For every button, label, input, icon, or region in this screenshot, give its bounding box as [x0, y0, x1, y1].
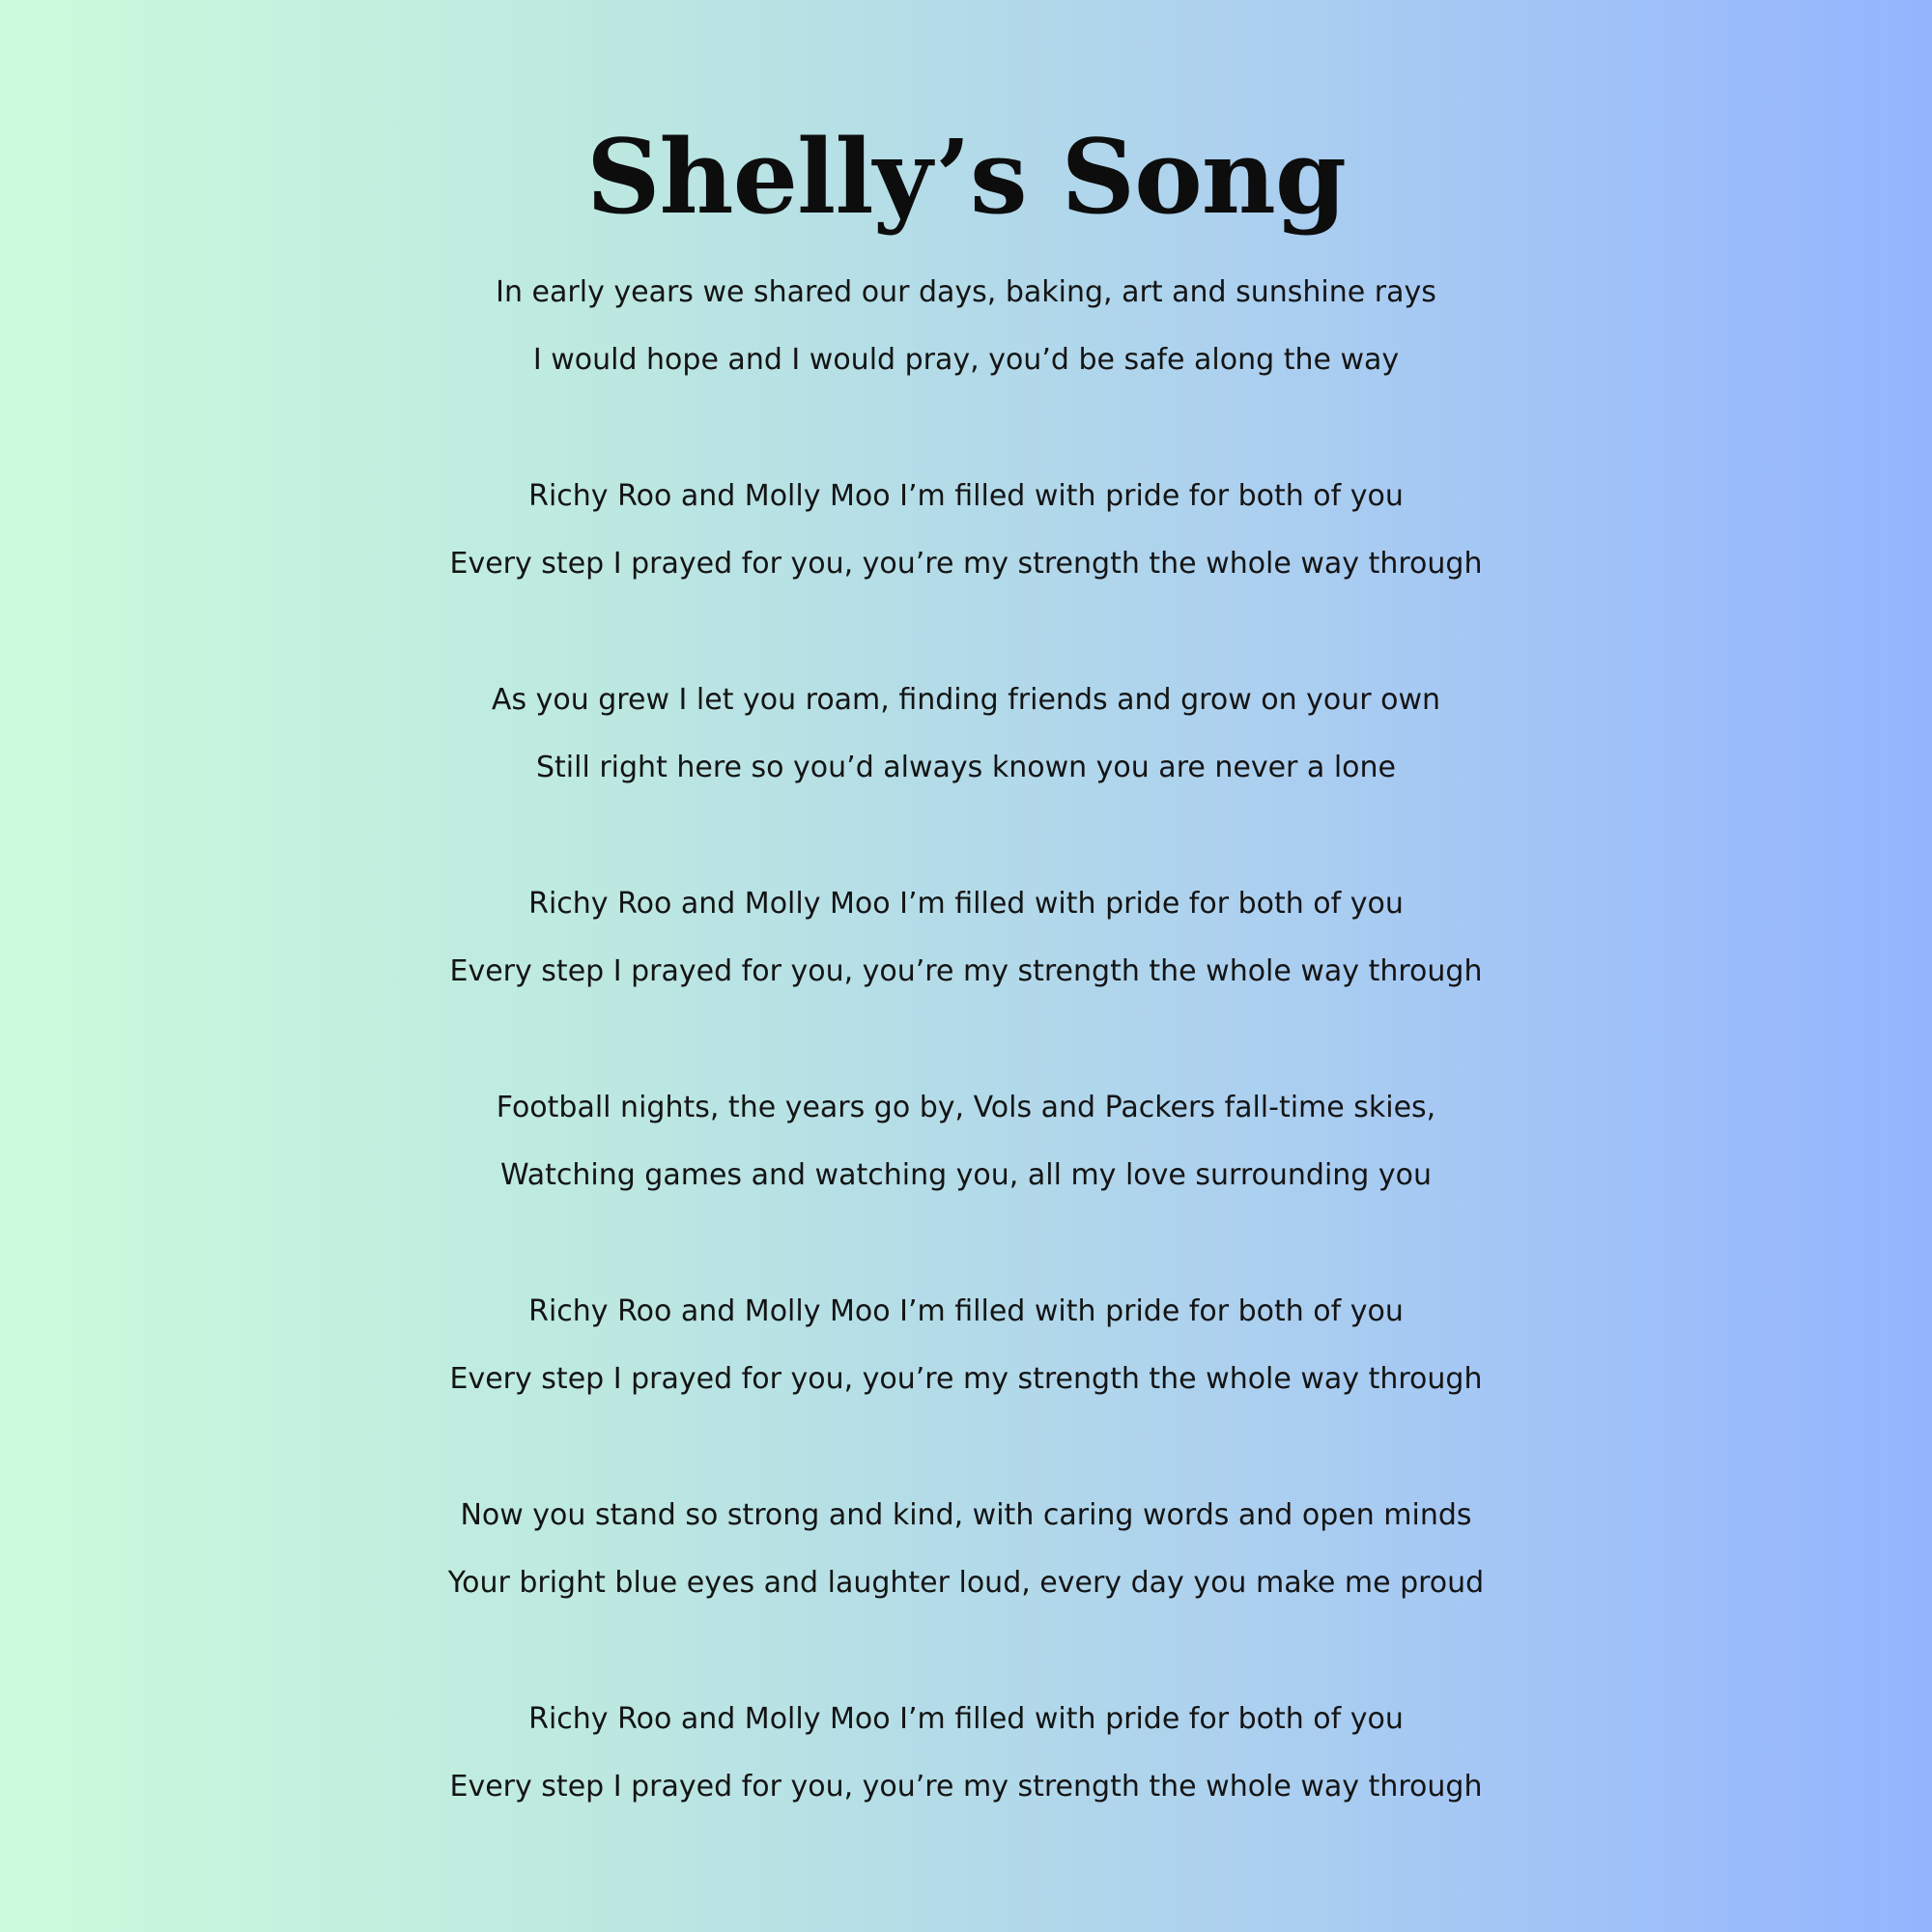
- lyrics-body: [0, 259, 1932, 1889]
- lyric-line: Your bright blue eyes and laughter loud, every day you make me proud: [447, 1566, 1485, 1600]
- lyric-line: Every step I prayed for you, you’re my strength the whole way through: [449, 1770, 1483, 1804]
- chorus-4: [0, 1686, 1932, 1889]
- song-title: Shelly’s Song: [586, 116, 1346, 237]
- stanza-1: [0, 259, 1932, 463]
- lyric-line: Every step I prayed for you, you’re my strength the whole way through: [449, 547, 1483, 581]
- lyric-line: Richy Roo and Molly Moo I’m filled with pride for both of you: [528, 479, 1404, 513]
- chorus-2: [0, 870, 1932, 1074]
- lyric-line: Every step I prayed for you, you’re my strength the whole way through: [449, 954, 1483, 988]
- lyric-line: Richy Roo and Molly Moo I’m filled with pride for both of you: [528, 1294, 1404, 1328]
- chorus-1: [0, 463, 1932, 667]
- lyric-line: Richy Roo and Molly Moo I’m filled with pride for both of you: [528, 887, 1404, 921]
- lyric-line: Every step I prayed for you, you’re my strength the whole way through: [449, 1362, 1483, 1396]
- lyric-line: I would hope and I would pray, you’d be safe along the way: [532, 343, 1400, 377]
- lyric-line: Now you stand so strong and kind, with caring words and open minds: [460, 1498, 1472, 1532]
- chorus-3: [0, 1278, 1932, 1482]
- stanza-3: [0, 1074, 1932, 1278]
- lyric-line: In early years we shared our days, baking, art and sunshine rays: [496, 275, 1436, 309]
- stanza-4: [0, 1482, 1932, 1686]
- lyric-line: As you grew I let you roam, finding friends and grow on your own: [491, 683, 1441, 717]
- lyric-line: Richy Roo and Molly Moo I’m filled with pride for both of you: [528, 1702, 1404, 1736]
- lyric-line: Football nights, the years go by, Vols and Packers fall-time skies,: [496, 1091, 1436, 1124]
- stanza-2: [0, 667, 1932, 870]
- lyric-line: Still right here so you’d always known you are never a lone: [536, 751, 1396, 784]
- lyric-line: Watching games and watching you, all my love surrounding you: [499, 1158, 1433, 1192]
